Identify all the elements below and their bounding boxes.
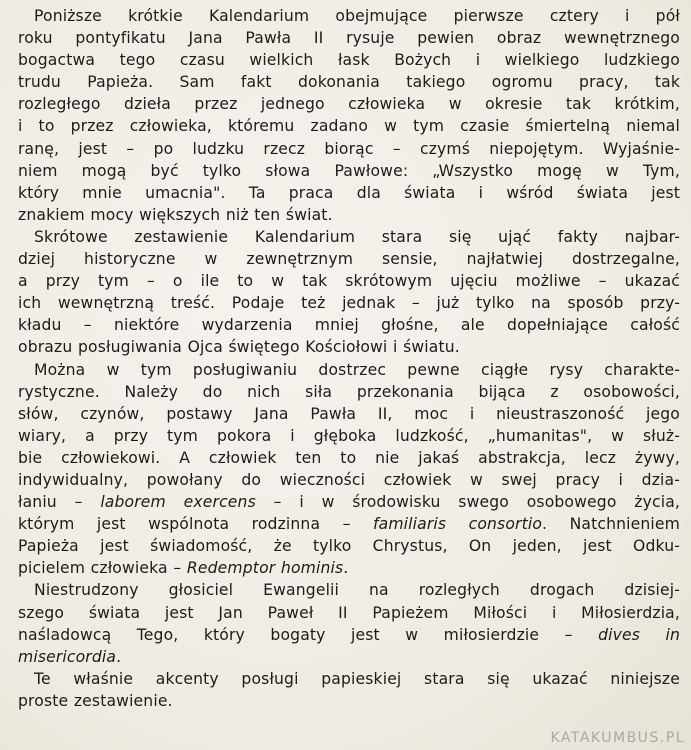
text-line <box>18 668 680 690</box>
text-line <box>18 624 680 646</box>
text-line <box>18 602 680 624</box>
italic-text: familiaris consortio <box>373 515 543 534</box>
italic-text: misericordia <box>18 647 117 666</box>
text-segment: którym jest wspólnota rodzinna – <box>18 515 373 534</box>
text-segment: kładu – niektóre wydarzenia mniej głośne, ale dopełniające całość <box>18 316 680 335</box>
text-line <box>18 5 680 27</box>
paragraph <box>18 668 680 712</box>
text-segment: który mnie umacnia". Ta praca dla świata i wśród świata jest <box>18 183 680 202</box>
text-segment: rystyczne. Należy do nich siła przekonania bijąca z osobowości, <box>18 382 680 401</box>
text-line <box>18 160 680 182</box>
text-line <box>18 336 680 358</box>
text-line <box>18 491 680 513</box>
text-segment: picielem człowieka – <box>18 559 187 578</box>
text-line <box>18 226 680 248</box>
text-segment: słów, czynów, postawy Jana Pawła II, moc i nieustraszoność jego <box>18 404 680 423</box>
text-line <box>18 535 680 557</box>
text-line <box>18 425 680 447</box>
text-segment: a przy tym – o ile to w tak skrótowym ujęciu możliwe – ukazać <box>18 272 680 291</box>
text-line <box>18 292 680 314</box>
paragraph <box>18 226 680 359</box>
text-line <box>18 646 680 668</box>
text-line <box>18 248 680 270</box>
text-segment: łaniu – <box>18 493 101 512</box>
watermark: KATAKUMBUS.PL <box>550 730 685 746</box>
text-segment: ranę, jest – po ludzku rzecz biorąc – czymś niepojętym. Wyjaśnie- <box>18 139 680 158</box>
text-line <box>18 93 680 115</box>
text-segment: obrazu posługiwania Ojca świętego Kościołowi i światu. <box>18 338 460 357</box>
text-segment: bogactwa tego czasu wielkich łask Bożych i wielkiego ludzkiego <box>18 51 680 70</box>
text-line <box>18 71 680 93</box>
text-segment: Papieża jest świadomość, że tylko Chrystus, On jeden, jest Odku- <box>18 537 680 556</box>
text-line <box>18 138 680 160</box>
text-line <box>18 27 680 49</box>
italic-text: Redemptor hominis <box>186 559 344 578</box>
text-line <box>18 403 680 425</box>
text-segment: . <box>343 559 349 578</box>
text-line <box>18 469 680 491</box>
italic-text: dives in <box>598 625 680 644</box>
text-line <box>18 270 680 292</box>
text-segment: proste zestawienie. <box>18 691 173 710</box>
text-segment: Można w tym posługiwaniu dostrzec pewne ciągłe rysy charakte- <box>34 360 680 379</box>
text-line <box>18 690 680 712</box>
italic-text: laborem exercens <box>100 493 256 512</box>
text-line <box>18 204 680 226</box>
text-line <box>18 557 680 579</box>
text-line <box>18 579 680 601</box>
text-segment: Skrótowe zestawienie Kalendarium stara się ująć fakty najbar- <box>34 227 680 246</box>
text-line <box>18 182 680 204</box>
text-segment: Te właśnie akcenty posługi papieskiej stara się ukazać niniejsze <box>34 669 680 688</box>
text-segment: znakiem mocy większych niż ten świat. <box>18 205 333 224</box>
text-segment: wiary, a przy tym pokora i głęboka ludzkość, „humanitas", w służ- <box>18 426 680 445</box>
text-segment: . <box>116 647 122 666</box>
text-segment: niem mogą być tylko słowa Pawłowe: „Wszystko mogę w Tym, <box>18 161 680 180</box>
text-segment: rozległego dzieła przez jednego człowieka w okresie tak krótkim, <box>18 95 680 114</box>
text-segment: dziej historyczne w zewnętrznym sensie, najłatwiej dostrzegalne, <box>18 250 680 269</box>
text-segment: roku pontyfikatu Jana Pawła II rysuje pewien obraz wewnętrznego <box>18 29 680 48</box>
paragraph <box>18 5 680 226</box>
text-segment: . Natchnieniem <box>542 515 680 534</box>
text-segment: naśladowcą Tego, który bogaty jest w miłosierdzie – <box>18 625 599 644</box>
text-line <box>18 115 680 137</box>
text-segment: Niestrudzony głosiciel Ewangelii na rozległych drogach dzisiej- <box>34 581 680 600</box>
paragraph <box>18 359 680 580</box>
text-line <box>18 381 680 403</box>
text-segment: bie człowiekowi. A człowiek ten to nie jakaś abstrakcja, lecz żywy, <box>18 448 680 467</box>
text-line <box>18 359 680 381</box>
text-segment: trudu Papieża. Sam fakt dokonania takiego ogromu pracy, tak <box>18 73 680 92</box>
text-segment: ich wewnętrzną treść. Podaje też jednak – już tylko na sposób przy- <box>18 294 680 313</box>
text-segment: – i w środowisku swego osobowego życia, <box>255 493 681 512</box>
paragraph <box>18 579 680 667</box>
text-segment: Poniższe krótkie Kalendarium obejmujące pierwsze cztery i pół <box>34 7 680 25</box>
text-segment: indywidualny, powołany do wieczności człowiek w swej pracy i dzia- <box>18 470 680 489</box>
text-line <box>18 49 680 71</box>
text-segment: i to przez człowieka, któremu zadano w tym czasie śmiertelną niemal <box>18 117 680 136</box>
text-segment: szego świata jest Jan Paweł II Papieżem Miłości i Miłosierdzia, <box>18 603 680 622</box>
text-line <box>18 314 680 336</box>
text-line <box>18 447 680 469</box>
document-body <box>18 5 680 712</box>
text-line <box>18 513 680 535</box>
